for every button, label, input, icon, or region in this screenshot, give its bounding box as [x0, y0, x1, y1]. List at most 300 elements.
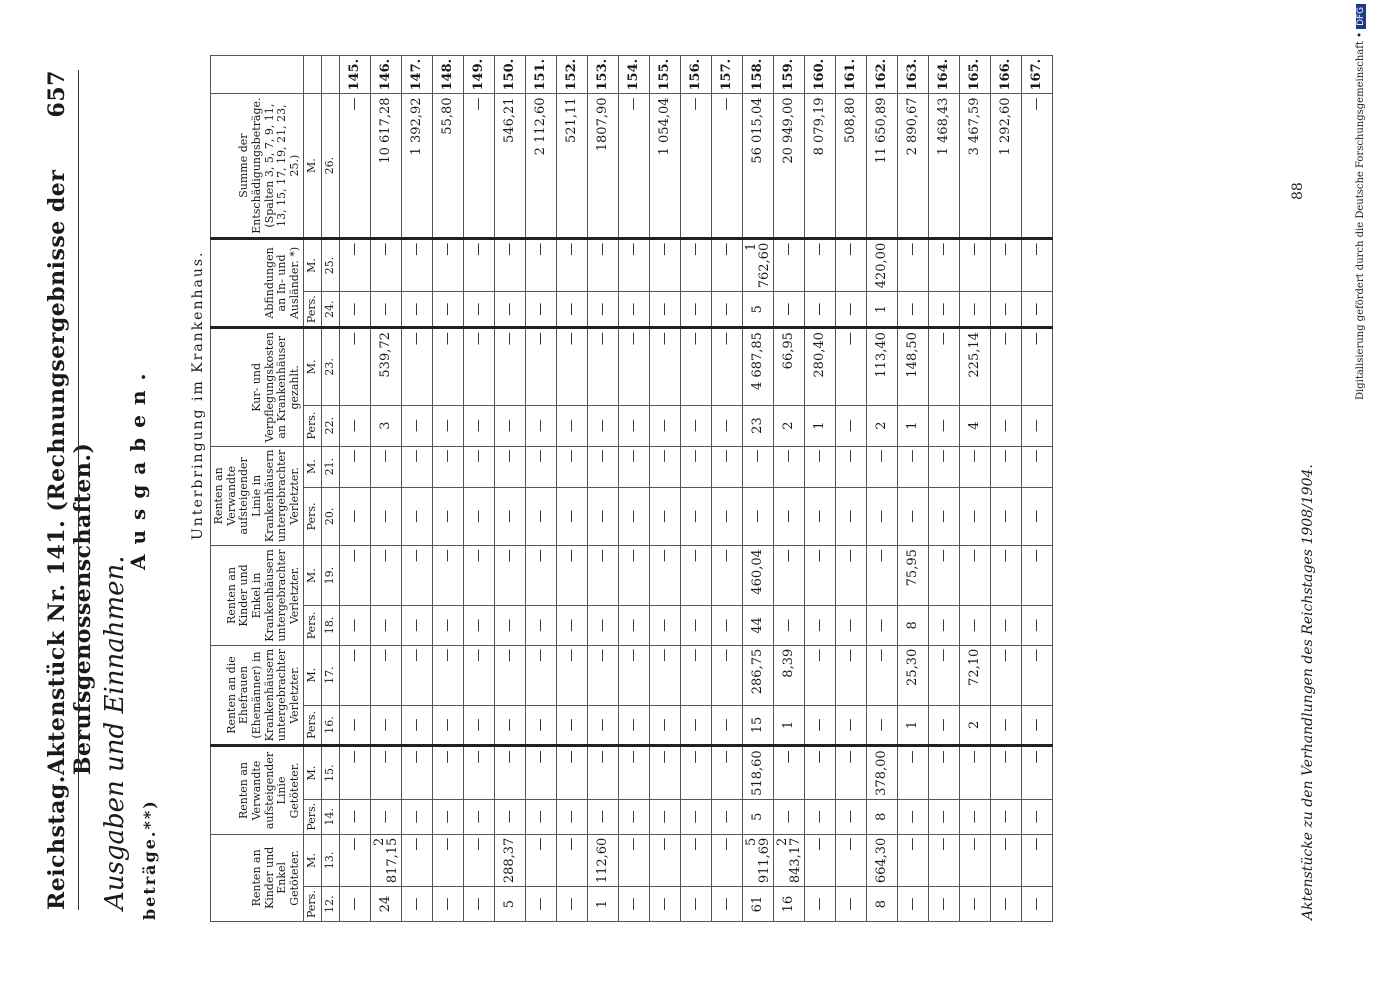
cell-c12: — — [525, 887, 556, 922]
cell-c15: — — [804, 746, 835, 800]
cell-c16: — — [401, 705, 432, 746]
cell-c15: — — [711, 746, 742, 800]
cell-c18: — — [401, 606, 432, 646]
cell-c16: — — [494, 705, 525, 746]
cell-c23: 280,40 — [804, 328, 835, 405]
cell-c23: 4 687,85 — [742, 328, 773, 405]
cell-c22: — — [401, 405, 432, 446]
unit-empty — [304, 55, 322, 94]
table-row — [339, 55, 370, 921]
cell-c18: — — [711, 606, 742, 646]
cell-c18: — — [649, 606, 680, 646]
col-header-24-25: Abfindungen an In- und Ausländer. *) — [211, 238, 304, 327]
cell-c12: — — [1021, 887, 1052, 922]
cell-c24: — — [990, 292, 1021, 328]
cell-c18: — — [525, 606, 556, 646]
dfg-logo: DFG — [1356, 4, 1366, 29]
cell-c24: 1 — [866, 292, 897, 328]
row-number: 151. — [525, 55, 556, 94]
cell-c13: — — [835, 834, 866, 887]
cell-c19: — — [587, 546, 618, 606]
cell-c17: — — [618, 645, 649, 705]
cell-c19: — — [773, 546, 804, 606]
table-row — [556, 55, 587, 921]
cell-c18: — — [339, 606, 370, 646]
cell-c14: — — [556, 799, 587, 834]
cell-c22: — — [339, 405, 370, 446]
unterbringung-title: Unterbringung im Krankenhaus. — [190, 250, 206, 540]
cell-c17: — — [432, 645, 463, 705]
cell-c25: 420,00 — [866, 238, 897, 292]
cell-c25: — — [804, 238, 835, 292]
unit-mark: M. — [304, 94, 322, 238]
cell-c23: — — [990, 328, 1021, 405]
col-header-26: Summe der Entschädigungsbeträge. (Spalten 3, 5, 7, 9, 11, 13, 15, 17, 19, 21, 23, 25.) — [211, 94, 304, 238]
cell-c14: — — [432, 799, 463, 834]
cell-c23: — — [525, 328, 556, 405]
colnum: 25. — [322, 238, 340, 292]
cell-c19: — — [525, 546, 556, 606]
cell-c17: — — [494, 645, 525, 705]
cell-c19: — — [928, 546, 959, 606]
header-rule — [78, 70, 79, 910]
colnum-empty — [322, 55, 340, 94]
dfg-note-text: Digitalisierung gefördert durch die Deutsche Forschungsgemeinschaft • — [1355, 31, 1366, 400]
cell-c14: — — [773, 799, 804, 834]
colnum: 18. — [322, 606, 340, 646]
cell-c24: — — [711, 292, 742, 328]
cell-c19: — — [990, 546, 1021, 606]
cell-c18: — — [463, 606, 494, 646]
cell-c14: — — [680, 799, 711, 834]
unit-pers: Pers. — [304, 887, 322, 922]
table-row — [897, 55, 928, 921]
cell-c14: — — [649, 799, 680, 834]
cell-c20: — — [711, 487, 742, 545]
cell-c25: — — [680, 238, 711, 292]
unit-mark: M. — [304, 546, 322, 606]
cell-c22: — — [649, 405, 680, 446]
cell-c24: — — [432, 292, 463, 328]
cell-c22: 1 — [804, 405, 835, 446]
subtitle-left: beträge.**) — [140, 799, 159, 920]
cell-c22: — — [990, 405, 1021, 446]
cell-c23: — — [835, 328, 866, 405]
cell-c16: — — [525, 705, 556, 746]
cell-c18: 44 — [742, 606, 773, 646]
cell-c21: — — [680, 446, 711, 487]
cell-c24: — — [1021, 292, 1052, 328]
cell-c14: — — [339, 799, 370, 834]
cell-c19: — — [680, 546, 711, 606]
cell-c26: 55,80 — [432, 94, 463, 238]
cell-c19: — — [959, 546, 990, 606]
cell-c20: — — [587, 487, 618, 545]
cell-c12: 1 — [587, 887, 618, 922]
cell-c22: — — [1021, 405, 1052, 446]
cell-c25: — — [618, 238, 649, 292]
cell-c25: — — [370, 238, 401, 292]
cell-c25: — — [835, 238, 866, 292]
cell-c26: 508,80 — [835, 94, 866, 238]
cell-c21: — — [897, 446, 928, 487]
unit-mark: M. — [304, 328, 322, 405]
cell-c23: — — [463, 328, 494, 405]
cell-c13: — — [463, 834, 494, 887]
cell-c25: — — [556, 238, 587, 292]
cell-c24: — — [835, 292, 866, 328]
header-title: Aktenstück Nr. 141. (Rechnungsergebnisse der Berufsgenossenschaften.) — [44, 169, 96, 776]
cell-c22: 1 — [897, 405, 928, 446]
cell-c12: 5 — [494, 887, 525, 922]
colnum: 24. — [322, 292, 340, 328]
cell-c16: — — [618, 705, 649, 746]
row-number: 159. — [773, 55, 804, 94]
cell-c21: — — [866, 446, 897, 487]
cell-c21: — — [742, 446, 773, 487]
cell-c12: — — [463, 887, 494, 922]
cell-c12: 61 — [742, 887, 773, 922]
cell-c18: — — [494, 606, 525, 646]
cell-c21: — — [339, 446, 370, 487]
cell-c12: — — [680, 887, 711, 922]
cell-c25: — — [494, 238, 525, 292]
cell-c23: — — [339, 328, 370, 405]
cell-c22: — — [618, 405, 649, 446]
cell-c19: — — [649, 546, 680, 606]
row-number: 162. — [866, 55, 897, 94]
cell-c18: — — [680, 606, 711, 646]
cell-c17: — — [525, 645, 556, 705]
cell-c12: — — [618, 887, 649, 922]
cell-c18: — — [556, 606, 587, 646]
cell-c17: — — [401, 645, 432, 705]
cell-c16: — — [649, 705, 680, 746]
cell-c24: — — [525, 292, 556, 328]
cell-c14: 5 — [742, 799, 773, 834]
cell-c25: — — [649, 238, 680, 292]
cell-c21: — — [494, 446, 525, 487]
cell-c15: — — [618, 746, 649, 800]
colnum: 15. — [322, 746, 340, 800]
cell-c20: — — [649, 487, 680, 545]
cell-c18: — — [618, 606, 649, 646]
colnum: 12. — [322, 887, 340, 922]
cell-c20: — — [432, 487, 463, 545]
cell-c24: — — [649, 292, 680, 328]
cell-c24: — — [339, 292, 370, 328]
cell-c24: — — [897, 292, 928, 328]
cell-c26: 1 292,60 — [990, 94, 1021, 238]
row-number: 167. — [1021, 55, 1052, 94]
cell-c26: — — [339, 94, 370, 238]
cell-c16: — — [866, 705, 897, 746]
cell-c21: — — [556, 446, 587, 487]
col-header-16-17: Renten an die Ehefrauen (Ehemänner) in Krankenhäusern untergebrachter Verletzter. — [211, 645, 304, 746]
cell-c23: — — [494, 328, 525, 405]
cell-c20: — — [339, 487, 370, 545]
cell-c17: — — [370, 645, 401, 705]
cell-c20: — — [866, 487, 897, 545]
cell-c14: — — [587, 799, 618, 834]
cell-c14: — — [928, 799, 959, 834]
cell-c15: — — [432, 746, 463, 800]
colnum: 23. — [322, 328, 340, 405]
cell-c16: — — [711, 705, 742, 746]
cell-c15: — — [494, 746, 525, 800]
unit-mark: M. — [304, 834, 322, 887]
cell-c21: — — [463, 446, 494, 487]
cell-c16: 1 — [773, 705, 804, 746]
cell-c23: — — [928, 328, 959, 405]
cell-c16: 15 — [742, 705, 773, 746]
cell-c17: — — [990, 645, 1021, 705]
cell-c26: — — [618, 94, 649, 238]
cell-c12: — — [432, 887, 463, 922]
cell-c13: 5 911,69 — [742, 834, 773, 887]
cell-c26: 10 617,28 — [370, 94, 401, 238]
cell-c16: — — [928, 705, 959, 746]
row-number: 157. — [711, 55, 742, 94]
cell-c25: — — [587, 238, 618, 292]
cell-c21: — — [711, 446, 742, 487]
row-number: 166. — [990, 55, 1021, 94]
cell-c23: — — [401, 328, 432, 405]
cell-c25: — — [401, 238, 432, 292]
cell-c15: — — [897, 746, 928, 800]
unit-pers: Pers. — [304, 487, 322, 545]
cell-c22: — — [680, 405, 711, 446]
cell-c14: — — [959, 799, 990, 834]
cell-c16: — — [680, 705, 711, 746]
cell-c22: 4 — [959, 405, 990, 446]
cell-c26: — — [711, 94, 742, 238]
cell-c18: — — [866, 606, 897, 646]
cell-c26: 1 054,04 — [649, 94, 680, 238]
cell-c13: — — [649, 834, 680, 887]
cell-c24: — — [959, 292, 990, 328]
cell-c20: — — [525, 487, 556, 545]
cell-c23: — — [556, 328, 587, 405]
cell-c21: — — [773, 446, 804, 487]
cell-c25: — — [959, 238, 990, 292]
cell-c15: — — [649, 746, 680, 800]
cell-c15: — — [680, 746, 711, 800]
cell-c12: — — [401, 887, 432, 922]
cell-c20: — — [494, 487, 525, 545]
cell-c14: — — [525, 799, 556, 834]
cell-c12: — — [556, 887, 587, 922]
cell-c15: 518,60 — [742, 746, 773, 800]
cell-c14: — — [804, 799, 835, 834]
cell-c22: — — [432, 405, 463, 446]
colnum: 21. — [322, 446, 340, 487]
cell-c14: — — [835, 799, 866, 834]
cell-c16: — — [370, 705, 401, 746]
page-number: 657 — [44, 70, 70, 118]
cell-c15: — — [773, 746, 804, 800]
row-number: 164. — [928, 55, 959, 94]
cell-c16: — — [587, 705, 618, 746]
cell-c25: — — [525, 238, 556, 292]
cell-c24: — — [401, 292, 432, 328]
cell-c19: — — [618, 546, 649, 606]
table-row — [711, 55, 742, 921]
cell-c17: — — [804, 645, 835, 705]
cell-c15: 378,00 — [866, 746, 897, 800]
cell-c15: — — [1021, 746, 1052, 800]
table-row — [866, 55, 897, 921]
colnum: 26. — [322, 94, 340, 238]
cell-c25: — — [432, 238, 463, 292]
cell-c26: 546,21 — [494, 94, 525, 238]
cell-c16: — — [835, 705, 866, 746]
cell-c19: — — [866, 546, 897, 606]
cell-c25: — — [463, 238, 494, 292]
cell-c25: — — [711, 238, 742, 292]
cell-c18: — — [370, 606, 401, 646]
unit-pers: Pers. — [304, 405, 322, 446]
cell-c24: — — [804, 292, 835, 328]
cell-c26: 1807,90 — [587, 94, 618, 238]
cell-c14: — — [401, 799, 432, 834]
cell-c23: — — [680, 328, 711, 405]
cell-c18: — — [432, 606, 463, 646]
cell-c15: — — [587, 746, 618, 800]
table-row — [463, 55, 494, 921]
cell-c21: — — [370, 446, 401, 487]
cell-c15: — — [525, 746, 556, 800]
cell-c13: — — [928, 834, 959, 887]
colnum: 19. — [322, 546, 340, 606]
cell-c17: — — [463, 645, 494, 705]
section-title: Ausgaben und Einnahmen. — [100, 555, 130, 910]
cell-c18: — — [587, 606, 618, 646]
colnum: 17. — [322, 645, 340, 705]
cell-c21: — — [959, 446, 990, 487]
cell-c13: — — [1021, 834, 1052, 887]
table-row — [928, 55, 959, 921]
cell-c25: — — [1021, 238, 1052, 292]
cell-c18: — — [835, 606, 866, 646]
cell-c20: — — [680, 487, 711, 545]
cell-c25: — — [990, 238, 1021, 292]
cell-c18: 8 — [897, 606, 928, 646]
cell-c21: — — [990, 446, 1021, 487]
cell-c23: 539,72 — [370, 328, 401, 405]
cell-c19: 75,95 — [897, 546, 928, 606]
row-number: 150. — [494, 55, 525, 94]
cell-c13: 288,37 — [494, 834, 525, 887]
row-number: 145. — [339, 55, 370, 94]
cell-c16: — — [1021, 705, 1052, 746]
cell-c16: — — [463, 705, 494, 746]
table-row — [680, 55, 711, 921]
cell-c14: — — [897, 799, 928, 834]
table-row — [959, 55, 990, 921]
col-header-12-13: Renten an Kinder und Enkel Getöteter. — [211, 834, 304, 921]
page-header — [44, 70, 96, 910]
cell-c21: — — [804, 446, 835, 487]
cell-c24: — — [928, 292, 959, 328]
cell-c13: 2 843,17 — [773, 834, 804, 887]
ausgaben-title: Ausgaben. — [126, 363, 150, 570]
cell-c25: 1 762,60 — [742, 238, 773, 292]
table-row — [401, 55, 432, 921]
cell-c22: 23 — [742, 405, 773, 446]
cell-c18: — — [928, 606, 959, 646]
cell-c23: — — [1021, 328, 1052, 405]
row-number: 153. — [587, 55, 618, 94]
cell-c13: 2 817,15 — [370, 834, 401, 887]
cell-c21: — — [928, 446, 959, 487]
cell-c20: — — [742, 487, 773, 545]
cell-c22: 2 — [866, 405, 897, 446]
cell-c20: — — [370, 487, 401, 545]
cell-c13: — — [432, 834, 463, 887]
col-header-18-19: Renten an Kinder und Enkel in Krankenhäusern untergebrachter Verletzter. — [211, 546, 304, 646]
cell-c20: — — [463, 487, 494, 545]
cell-c22: — — [587, 405, 618, 446]
cell-c17: 8,39 — [773, 645, 804, 705]
cell-c19: — — [339, 546, 370, 606]
cell-c22: — — [525, 405, 556, 446]
cell-c20: — — [897, 487, 928, 545]
row-number: 152. — [556, 55, 587, 94]
unit-mark: M. — [304, 746, 322, 800]
cell-c12: 24 — [370, 887, 401, 922]
cell-c19: — — [370, 546, 401, 606]
cell-c13: — — [525, 834, 556, 887]
cell-c14: — — [711, 799, 742, 834]
unit-mark: M. — [304, 238, 322, 292]
cell-c26: — — [463, 94, 494, 238]
cell-c24: — — [680, 292, 711, 328]
cell-c23: — — [432, 328, 463, 405]
table-row — [804, 55, 835, 921]
cell-c19: — — [711, 546, 742, 606]
col-header-14-15: Renten an Verwandte aufsteigender Linie Getöteter. — [211, 746, 304, 834]
cell-c25: — — [773, 238, 804, 292]
cell-c26: 56 015,04 — [742, 94, 773, 238]
cell-c16: — — [804, 705, 835, 746]
cell-c15: — — [401, 746, 432, 800]
table-row — [773, 55, 804, 921]
cell-c18: — — [1021, 606, 1052, 646]
cell-c23: 66,95 — [773, 328, 804, 405]
colnum: 16. — [322, 705, 340, 746]
cell-c22: — — [556, 405, 587, 446]
cell-c21: — — [835, 446, 866, 487]
cell-c17: — — [1021, 645, 1052, 705]
cell-c17: 72,10 — [959, 645, 990, 705]
row-number: 146. — [370, 55, 401, 94]
cell-c21: — — [525, 446, 556, 487]
cell-c22: — — [463, 405, 494, 446]
cell-c17: — — [866, 645, 897, 705]
table-row — [525, 55, 556, 921]
cell-c21: — — [587, 446, 618, 487]
cell-c25: — — [897, 238, 928, 292]
colnum: 13. — [322, 834, 340, 887]
cell-c26: 1 468,43 — [928, 94, 959, 238]
cell-c12: — — [990, 887, 1021, 922]
cell-c21: — — [1021, 446, 1052, 487]
table-row — [649, 55, 680, 921]
cell-c17: — — [680, 645, 711, 705]
cell-c25: — — [339, 238, 370, 292]
cell-c13: — — [897, 834, 928, 887]
